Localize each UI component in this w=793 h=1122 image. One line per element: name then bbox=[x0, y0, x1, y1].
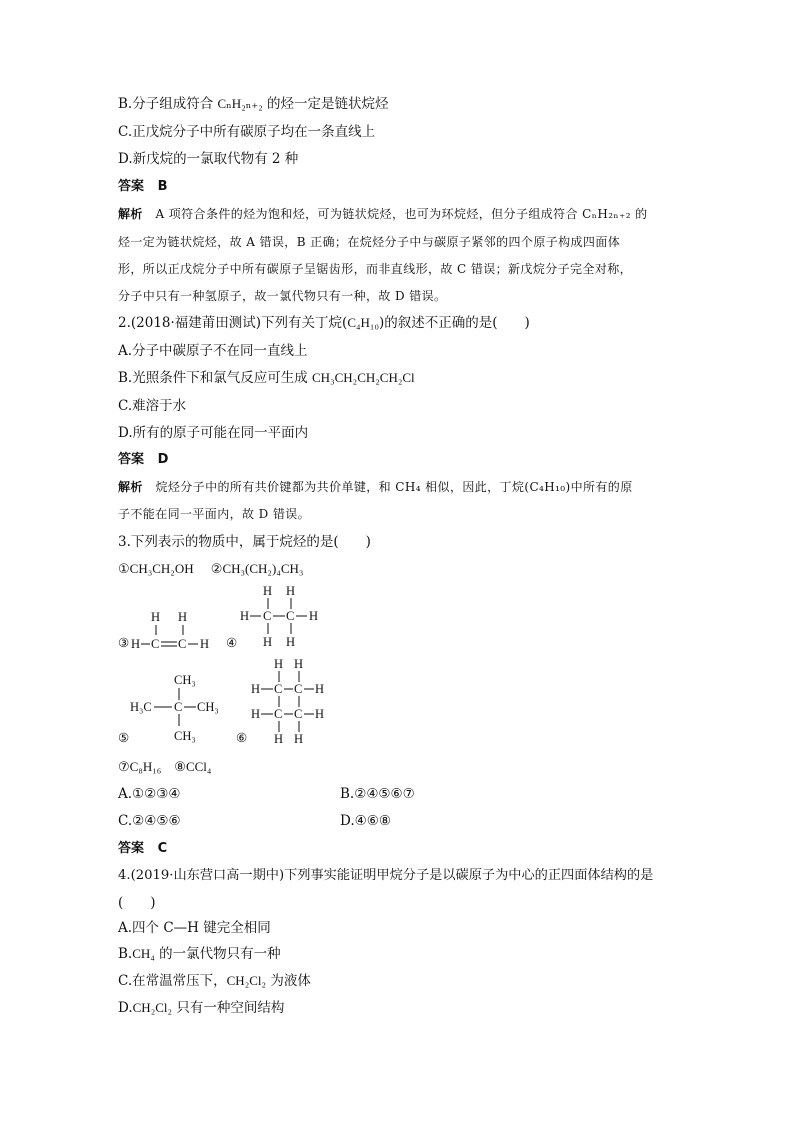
ethane-c-1: C bbox=[263, 609, 272, 623]
ethylene-c-1: C bbox=[151, 637, 160, 651]
q2-stem-suffix: )的叙述不正确的是( ) bbox=[379, 315, 530, 331]
q1-option-c: C.正戊烷分子中所有碳原子均在一条直线上 bbox=[118, 124, 376, 140]
q1-explanation-text-1: A 项符合条件的烃为饱和烃，可为链状烷烃，也可为环烷烃，但分子组成符合 CₙH₂ₙ₊₂ 的 bbox=[155, 207, 648, 221]
q1-option-b-prefix: B.分子组成符合 bbox=[118, 96, 218, 112]
neopentane-h3c-left: H₃C bbox=[130, 700, 152, 714]
cyclobutane-c-1: C bbox=[274, 682, 283, 696]
q1-answer bbox=[118, 178, 168, 196]
q3-option-d: D.④⑥⑧ bbox=[340, 813, 391, 829]
q3-answer bbox=[118, 840, 167, 858]
q1-option-b bbox=[118, 95, 389, 113]
neopentane-ch3-bottom: CH₃ bbox=[174, 729, 196, 743]
ethane-h-bottom-2: H bbox=[286, 635, 296, 649]
q2-stem bbox=[118, 314, 530, 332]
q3-option-b: B.②④⑤⑥⑦ bbox=[340, 786, 415, 802]
neopentane-c-center: C bbox=[174, 700, 183, 714]
cyclobutane-h-left-2: H bbox=[251, 707, 261, 721]
q4-option-d-prefix: D. bbox=[118, 1000, 133, 1016]
q1-option-b-formula: CₙH₂ₙ₊₂ bbox=[217, 96, 263, 111]
cyclobutane-c-3: C bbox=[274, 707, 283, 721]
q4-option-c-prefix: C.在常温常压下， bbox=[118, 973, 227, 989]
q2-stem-prefix: 2.(2018·福建莆田测试)下列有关丁烷( bbox=[118, 315, 348, 331]
ethane-h-bottom-1: H bbox=[263, 635, 273, 649]
q4-option-b-suffix: 的一氯代物只有一种 bbox=[154, 946, 281, 962]
q4-option-a: A.四个 C—H 键完全相同 bbox=[118, 920, 271, 936]
q2-stem-formula: C₄H₁₀ bbox=[347, 315, 379, 330]
ethylene-h-right: H bbox=[200, 637, 210, 651]
q3-items-1-2 bbox=[118, 560, 303, 578]
q3-items-7-8: ⑦C₈H₁₆ ⑧CCl₄ bbox=[118, 759, 212, 774]
cyclobutane-c-2: C bbox=[294, 682, 303, 696]
q3-item-2: ②CH₃(CH₂)₄CH₃ bbox=[210, 561, 304, 576]
q3-label-4: ④ bbox=[226, 636, 238, 650]
q3-stem: 3.下列表示的物质中，属于烷烃的是( ) bbox=[118, 534, 371, 550]
q4-option-c-formula: CH₂Cl₂ bbox=[226, 973, 267, 988]
q2-answer-value: D bbox=[157, 452, 169, 467]
ethane-h-top-1: H bbox=[263, 584, 273, 598]
cyclobutane-h-top-2: H bbox=[294, 657, 304, 671]
q1-explanation-line-1 bbox=[118, 205, 678, 223]
ethane-c-2: C bbox=[286, 609, 295, 623]
q2-option-c: C.难溶于水 bbox=[118, 398, 187, 414]
q1-explanation-line-3: 形，所以正戊烷分子中所有碳原子呈锯齿形，而非直线形，故 C 错误；新戊烷分子完全对称， bbox=[118, 262, 633, 276]
cyclobutane-structure bbox=[248, 655, 338, 747]
q4-option-d-formula: CH₂Cl₂ bbox=[132, 1000, 173, 1015]
q3-label-6: ⑥ bbox=[236, 731, 248, 745]
q3-item-1: ①CH₃CH₂OH bbox=[118, 561, 194, 576]
q4-stem-line-1: 4.(2019·山东营口高一期中)下列事实能证明甲烷分子是以碳原子为中心的正四面体结构的是 bbox=[118, 868, 654, 883]
q2-option-b bbox=[118, 369, 415, 387]
cyclobutane-c-4: C bbox=[294, 707, 303, 721]
q3-label-5: ⑤ bbox=[118, 731, 130, 745]
q3-option-a: A.①②③④ bbox=[118, 786, 181, 802]
q4-option-c-suffix: 为液体 bbox=[266, 973, 311, 989]
q2-answer-label: 答案 bbox=[118, 452, 145, 467]
q1-option-d: D.新戊烷的一氯取代物有 2 种 bbox=[118, 151, 299, 167]
ethane-h-top-2: H bbox=[286, 584, 296, 598]
cyclobutane-h-bottom-1: H bbox=[274, 732, 284, 746]
q2-option-d: D.所有的原子可能在同一平面内 bbox=[118, 425, 309, 441]
q2-option-b-prefix: B.光照条件下和氯气反应可生成 bbox=[118, 370, 313, 386]
q2-explanation-text-1: 烷烃分子中的所有共价键都为共价单键，和 CH₄ 相似，因此，丁烷(C₄H₁₀)中所有的原 bbox=[155, 480, 633, 494]
q2-answer bbox=[118, 451, 168, 469]
q2-explanation-label: 解析 bbox=[118, 480, 143, 494]
q3-option-c: C.②④⑤⑥ bbox=[118, 813, 181, 829]
q3-answer-value: C bbox=[157, 841, 168, 856]
q2-explanation-line-1 bbox=[118, 478, 678, 496]
ethylene-c-2: C bbox=[178, 637, 187, 651]
q1-option-b-suffix: 的烃一定是链状烷烃 bbox=[262, 96, 389, 112]
cyclobutane-h-right-2: H bbox=[315, 707, 325, 721]
q4-option-c bbox=[118, 972, 311, 990]
q4-option-b-formula: CH₄ bbox=[132, 946, 155, 961]
q3-answer-label: 答案 bbox=[118, 841, 145, 856]
cyclobutane-h-right-1: H bbox=[315, 682, 325, 696]
q4-stem-line-2: ( ) bbox=[118, 895, 156, 911]
cyclobutane-h-bottom-2: H bbox=[294, 732, 304, 746]
q2-option-a: A.分子中碳原子不在同一直线上 bbox=[118, 343, 308, 359]
ethane-h-right: H bbox=[309, 609, 319, 623]
neopentane-structure bbox=[128, 668, 228, 746]
ethylene-h-top-1: H bbox=[151, 610, 161, 624]
ethane-structure bbox=[238, 582, 328, 652]
q4-option-d-suffix: 只有一种空间结构 bbox=[172, 1000, 285, 1016]
ethylene-h-left: H bbox=[131, 637, 141, 651]
ethane-h-left: H bbox=[240, 609, 250, 623]
q1-explanation-line-2: 烃一定为链状烷烃，故 A 错误，B 正确；在烷烃分子中与碳原子紧邻的四个原子构成四面体 bbox=[118, 235, 621, 249]
q3-label-3: ③ bbox=[118, 636, 130, 650]
neopentane-ch3-right: CH₃ bbox=[197, 700, 219, 714]
q1-answer-label: 答案 bbox=[118, 179, 145, 194]
cyclobutane-h-top-1: H bbox=[274, 657, 284, 671]
q1-answer-value: B bbox=[157, 179, 168, 194]
q4-option-b bbox=[118, 945, 281, 963]
q4-option-d bbox=[118, 999, 284, 1017]
q2-explanation-line-2: 子不能在同一平面内，故 D 错误。 bbox=[118, 507, 311, 521]
ethylene-h-top-2: H bbox=[178, 610, 188, 624]
q2-option-b-formula: CH₃CH₂CH₂CH₂Cl bbox=[312, 370, 415, 385]
q1-explanation-label: 解析 bbox=[118, 207, 143, 221]
q1-explanation-line-4: 分子中只有一种氢原子，故一氯代物只有一种，故 D 错误。 bbox=[118, 289, 447, 303]
cyclobutane-h-left-1: H bbox=[251, 682, 261, 696]
ethylene-structure bbox=[128, 605, 218, 655]
q4-option-b-prefix: B. bbox=[118, 946, 133, 962]
neopentane-ch3-top: CH₃ bbox=[174, 673, 196, 687]
